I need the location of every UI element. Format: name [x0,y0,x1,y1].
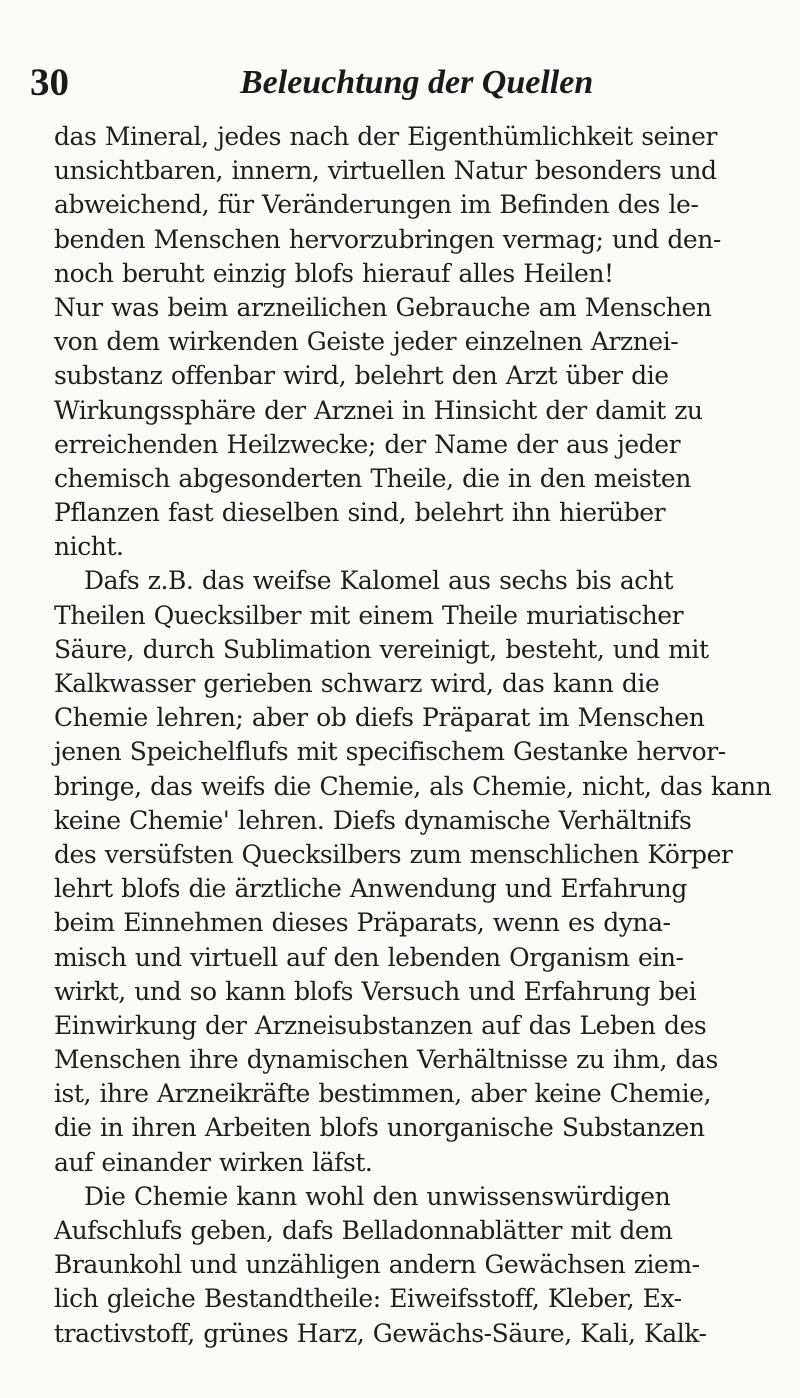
text-line: Theilen Quecksilber mit einem Theile muriatischer [54,600,684,630]
text-line: wirkt, und so kann blofs Versuch und Erfahrung bei [54,976,697,1006]
text-line: Wirkungssphäre der Arznei in Hinsicht der damit zu [54,395,703,425]
text-line: benden Menschen hervorzubringen vermag; und den- [54,224,721,254]
text-line: von dem wirkenden Geiste jeder einzelnen Arznei- [54,327,679,357]
text-line: Einwirkung der Arzneisubstanzen auf das Leben des [54,1010,707,1040]
text-line: ist, ihre Arzneikräfte bestimmen, aber keine Chemie, [54,1079,711,1109]
text-line: das Mineral, jedes nach der Eigenthümlichkeit seiner [54,122,717,151]
text-line: Braunkohl und unzähligen andern Gewächsen ziem- [54,1250,700,1280]
text-line: Pflanzen fast dieselben sind, belehrt ihn hierüber [54,498,666,528]
text-line: des versüfsten Quecksilbers zum menschlichen Körper [54,839,733,869]
text-line: auf einander wirken läfst. [54,1147,373,1177]
text-line: nicht. [54,532,124,562]
text-line: lehrt blofs die ärztliche Anwendung und Erfahrung [54,874,687,904]
text-line: Säure, durch Sublimation vereinigt, besteht, und mit [54,634,709,664]
text-line: misch und virtuell auf den lebenden Organism ein- [54,942,684,972]
text-line: lich gleiche Bestandtheile: Eiweifsstoff, Kleber, Ex- [54,1284,682,1314]
text-line: Aufschlufs geben, dafs Belladonnablätter mit dem [54,1216,673,1245]
text-line: Kalkwasser gerieben schwarz wird, das kann die [54,669,660,698]
paragraph-start-line: Dafs z.B. das weifse Kalomel aus sechs bis acht [84,566,674,596]
text-line: erreichenden Heilzwecke; der Name der aus jeder [54,429,681,459]
text-line: abweichend, für Veränderungen im Befinden des le- [54,190,699,220]
text-line: die in ihren Arbeiten blofs unorganische Substanzen [54,1113,705,1143]
text-line: substanz offenbar wird, belehrt den Arzt über die [54,361,669,391]
text-line: Chemie lehren; aber ob diefs Präparat im Menschen [54,703,705,733]
text-line: chemisch abgesonderten Theile, die in den meisten [54,463,691,493]
text-line: Menschen ihre dynamischen Verhältnisse zu ihm, das [54,1045,718,1075]
text-line: keine Chemie' lehren. Diefs dynamische Verhältnifs [54,805,692,835]
text-line: noch beruht einzig blofs hierauf alles Heilen! [54,258,614,288]
text-line: Nur was beim arzneilichen Gebrauche am Menschen [54,292,712,322]
running-head: Beleuchtung der Quellen [240,64,594,101]
text-line: unsichtbaren, innern, virtuellen Natur besonders und [54,156,717,186]
text-line: beim Einnehmen dieses Präparats, wenn es dyna- [54,908,671,938]
page-header [30,58,770,108]
page-number: 30 [30,61,69,104]
body-text [54,120,790,1351]
paragraph-start-line: Die Chemie kann wohl den unwissenswürdigen [84,1181,671,1211]
text-line: bringe, das weifs die Chemie, als Chemie, nicht, das kann [54,771,772,801]
text-line: jenen Speichelflufs mit specifischem Gestanke hervor- [54,737,726,767]
text-line: tractivstoff, grünes Harz, Gewächs-Säure, Kali, Kalk- [54,1318,707,1348]
